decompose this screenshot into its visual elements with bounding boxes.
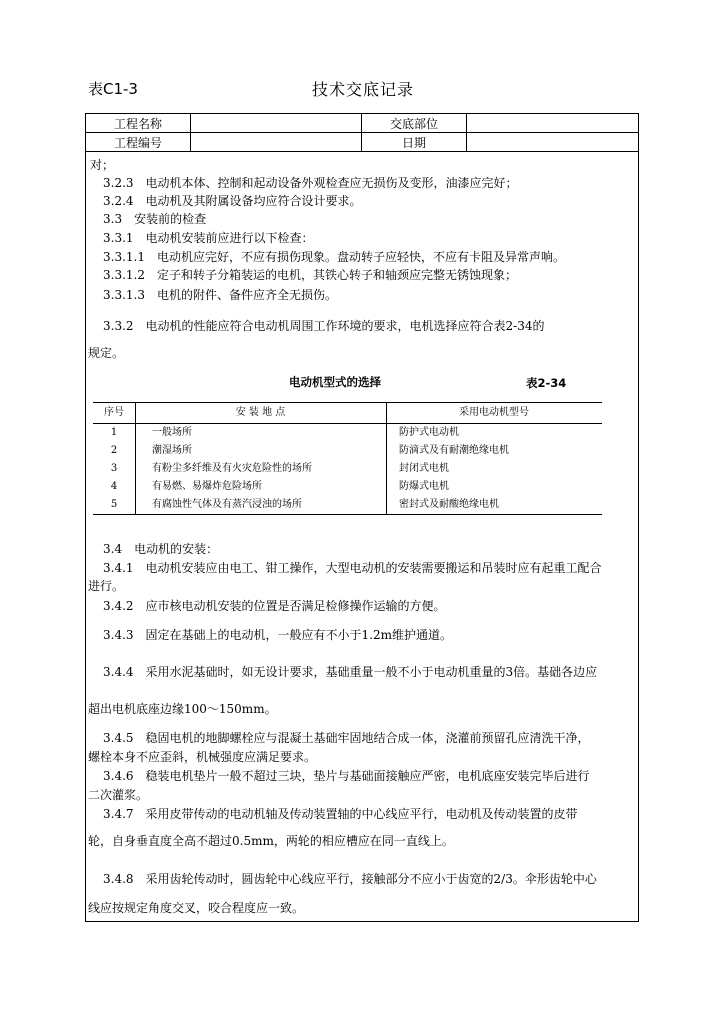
- table-cell: 2: [93, 442, 136, 460]
- record-content: [86, 114, 638, 921]
- table-cell: 有易燃、易爆炸危险场所: [136, 478, 387, 496]
- text-line: 3.4.6 稳装电机垫片一般不超过三块，垫片与基础面接触应严密，电机底座安装完毕后进行: [103, 769, 590, 783]
- text-line: 3.2.3 电动机本体、控制和起动设备外观检查应无损伤及变形，油漆应完好；: [103, 176, 518, 190]
- table-row: [93, 424, 602, 443]
- table-cell: 防护式电动机: [399, 427, 459, 438]
- text-line: 3.4.2 应市核电动机安装的位置是否满足检修操作运输的方便。: [103, 599, 446, 613]
- motor-type-table: [93, 402, 602, 515]
- table-cell: 1: [93, 424, 136, 443]
- table-cell: 有腐蚀性气体及有蒸汽浸浊的场所: [136, 496, 387, 515]
- page-title: 技术交底记录: [312, 80, 415, 99]
- table-cell: 4: [93, 478, 136, 496]
- text-line: 螺栓本身不应歪斜，机械强度应满足要求。: [88, 750, 317, 764]
- table-cell: 封闭式电机: [399, 463, 449, 474]
- text-line: 3.4.8 采用齿轮传动时，圆齿轮中心线应平行，接触部分不应小于齿宽的2/3。伞形齿轮中心: [103, 872, 597, 886]
- text-line: 3.4.3 固定在基础上的电动机，一般应有不小于1.2m维护通道。: [103, 628, 452, 642]
- text-line: 超出电机底座边缘100～150mm。: [88, 702, 277, 716]
- text-line: 线应按规定角度交叉，咬合程度应一致。: [88, 901, 305, 915]
- table-caption: 电动机型式的选择: [289, 375, 381, 389]
- date-label: 日期: [362, 133, 467, 152]
- table-header-row: [93, 403, 602, 424]
- table-cell: 5: [93, 496, 136, 515]
- table-row: [93, 460, 602, 478]
- table-row: [93, 496, 602, 515]
- text-line: 3.2.4 电动机及其附属设备均应符合设计要求。: [103, 194, 362, 208]
- project-number-label: 工程编号: [86, 133, 191, 152]
- project-name-label: 工程名称: [86, 114, 191, 133]
- record-frame: [85, 113, 639, 922]
- text-line: 3.3 安装前的检查: [103, 212, 207, 226]
- text-line: 3.3.2 电动机的性能应符合电动机周围工作环境的要求，电机选择应符合表2-34的: [103, 319, 545, 333]
- text-line: 3.3.1.3 电机的附件、备件应齐全无损伤。: [103, 288, 337, 302]
- table-number: 表2-34: [526, 376, 567, 390]
- text-line: 3.4.7 采用皮带传动的电动机轴及传动装置轴的中心线应平行，电动机及传动装置的皮带: [103, 807, 578, 821]
- text-line: 3.4.1 电动机安装应由电工、钳工操作，大型电动机的安装需要搬运和吊装时应有起重工配合: [103, 561, 602, 575]
- handover-part-label: 交底部位: [362, 114, 467, 133]
- table-cell: 一般场所: [136, 424, 387, 443]
- table-cell: 防滴式及有耐潮绝缘电机: [399, 445, 509, 456]
- table-cell: 防爆式电机: [399, 481, 449, 492]
- column-header: 序号: [93, 403, 136, 424]
- text-line: 3.4.4 采用水泥基础时，如无设计要求，基础重量一般不小于电动机重量的3倍。基础各边应: [103, 665, 598, 679]
- text-line: 3.4 电动机的安装：: [103, 542, 219, 556]
- table-row: [93, 478, 602, 496]
- text-line: 3.3.1.2 定子和转子分箱装运的电机，其铁心转子和轴颈应完整无锈蚀现象；: [103, 268, 517, 282]
- text-line: 轮，自身垂直度全高不超过0.5mm，两轮的相应槽应在同一直线上。: [88, 834, 454, 848]
- column-header: 安 装 地 点: [136, 403, 387, 424]
- table-cell: 潮湿场所: [136, 442, 387, 460]
- table-cell: 有粉尘多纤维及有火灾危险性的场所: [136, 460, 387, 478]
- document-code: 表C1-3: [88, 80, 138, 98]
- table-row: [93, 442, 602, 460]
- text-line: 进行。: [88, 579, 125, 593]
- column-header: 采用电动机型号: [387, 403, 603, 424]
- text-line: 3.3.1.1 电动机应完好，不应有损伤现象。盘动转子应轻快，不应有卡阻及异常声响。: [103, 250, 565, 264]
- text-line: 规定。: [88, 346, 125, 360]
- text-line: 二次灌浆。: [88, 788, 149, 802]
- table-cell: 密封式及耐酸绝缘电机: [387, 496, 603, 515]
- table-cell: 3: [93, 460, 136, 478]
- text-line: 3.3.1 电动机安装前应进行以下检查：: [103, 231, 314, 245]
- text-line: 3.4.5 稳固电机的地脚螺栓应与混凝土基础牢固地结合成一体，浇灌前预留孔应清洗干净，: [103, 731, 590, 745]
- text-line: 对；: [90, 158, 115, 172]
